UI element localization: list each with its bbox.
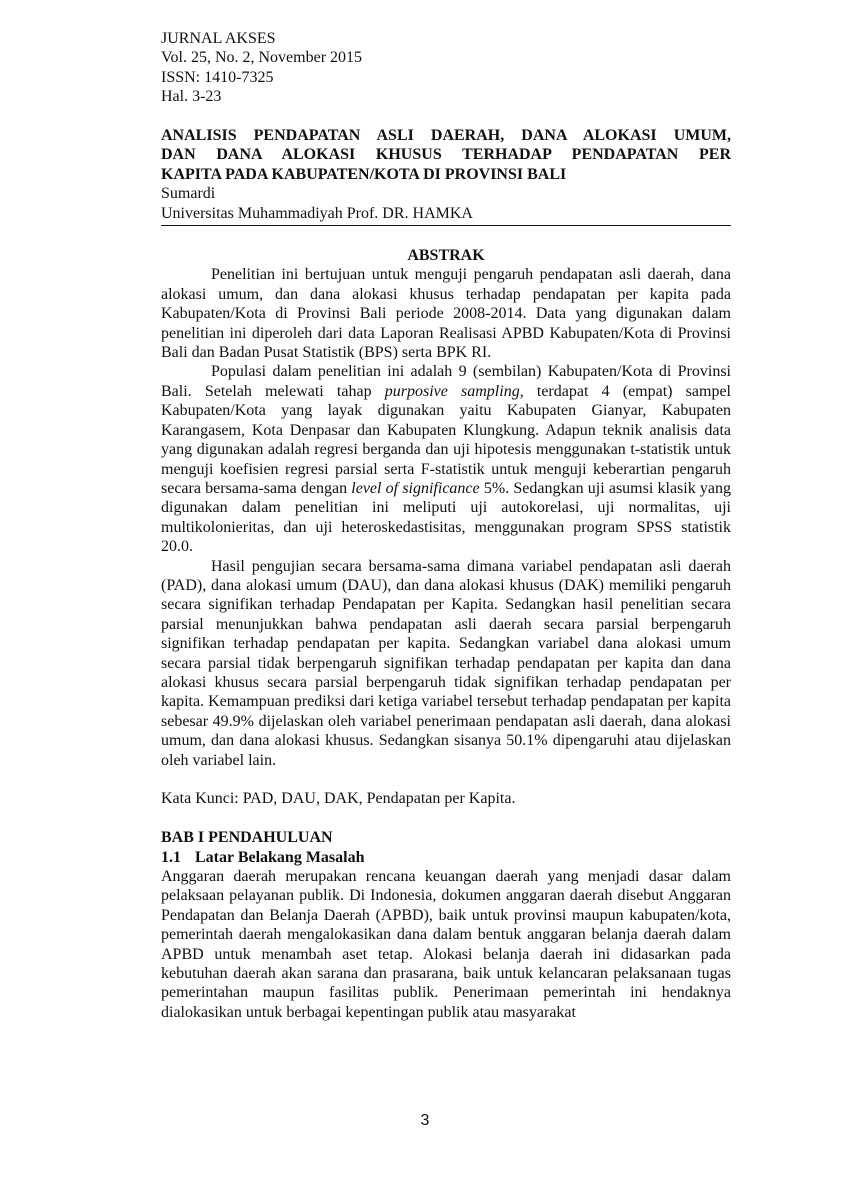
journal-header — [161, 29, 731, 107]
text-run: terdapat 4 (empat) sampel Kabupaten/Kota yang layak digunakan yaitu Kabupaten Gianyar, Kabupaten Karangasem, Kota Denpasar dan Kabupaten Klungkung. Adapun teknik analisis data yang digunakan adalah regresi berganda dan uji hipotesis menggunakan t-statistik untuk menguji koefisien regresi parsial serta F-statistik untuk menguji keberartian pengaruh secara bersama-sama dengan — [161, 382, 731, 497]
author-name: Sumardi — [161, 185, 216, 203]
body-paragraph: Anggaran daerah merupakan rencana keuangan daerah yang menjadi dasar dalam pelaksaan pelayanan publik. Di Indonesia, dokumen anggaran daerah disebut Anggaran Pendapatan dan Belanja Daerah (APBD), baik untuk provinsi maupun kabupaten/kota, pemerintah daerah mengalokasikan dana dalam bentuk anggaran belanja daerah dalam APBD untuk menambah aset tetap. Alokasi belanja daerah ini didasarkan pada kebutuhan daerah akan sarana dan prasarana, baik untuk kelancaran pelaksanaan tugas pemerintahan maupun fasilitas publik. Penerimaan pemerintah ini hendaknya dialokasikan untuk berbagai kepentingan publik atau masyarakat — [161, 868, 731, 1021]
text-run: 5%. Sedangkan uji asumsi klasik yang digunakan dalam penelitian ini meliputi uji autokorelasi, uji normalitas, uji multikolonieritas, dan uji heteroskedastisitas, menggunakan program SPSS statistik 20.0. — [161, 479, 732, 556]
paper-page — [161, 29, 731, 1022]
italic-term: level of significance — [351, 479, 480, 497]
header-divider — [161, 225, 731, 226]
journal-name: JURNAL AKSES — [161, 30, 276, 47]
title-line: DAN DANA ALOKASI KHUSUS TERHADAP PENDAPATAN PER — [161, 146, 731, 164]
abstract-paragraph — [161, 362, 731, 556]
article-title — [161, 126, 731, 184]
section-heading — [161, 848, 731, 867]
chapter-heading: BAB I PENDAHULUAN — [161, 829, 333, 847]
journal-volume: Vol. 25, No. 2, November 2015 — [161, 49, 363, 67]
abstract-heading: ABSTRAK — [407, 247, 485, 265]
journal-issn: ISSN: 1410-7325 — [161, 68, 274, 86]
page-number: 3 — [420, 1112, 430, 1129]
author-affiliation: Universitas Muhammadiyah Prof. DR. HAMKA — [161, 204, 473, 222]
journal-pages: Hal. 3-23 — [161, 88, 222, 106]
abstract-paragraph: Penelitian ini bertujuan untuk menguji pengaruh pendapatan asli daerah, dana alokasi umum, dan dana alokasi khusus terhadap pendapatan per kapita pada Kabupaten/Kota di Provinsi Bali periode 2008-2014. Data yang digunakan dalam penelitian ini diperoleh dari data Laporan Realisasi APBD Kabupaten/Kota di Provinsi Bali dan Badan Pusat Statistik (BPS) serta BPK RI. — [161, 266, 731, 362]
title-line: KAPITA PADA KABUPATEN/KOTA DI PROVINSI BALI — [161, 165, 567, 183]
title-line: ANALISIS PENDAPATAN ASLI DAERAH, DANA ALOKASI UMUM, — [161, 127, 731, 145]
section-title: Latar Belakang Masalah — [195, 848, 365, 866]
keywords: Kata Kunci: PAD, DAU, DAK, Pendapatan per Kapita. — [161, 790, 516, 808]
text-run: Populasi dalam penelitian ini adalah 9 (sembilan) Kabupaten/Kota di Provinsi Bali. Setelah melewati tahap — [161, 363, 731, 400]
abstract-paragraph: Hasil pengujian secara bersama-sama dimana variabel pendapatan asli daerah (PAD), dana alokasi umum (DAU), dan dana alokasi khusus (DAK) memiliki pengaruh secara signifikan terhadap Pendapatan per Kapita. Sedangkan hasil penelitian secara parsial menunjukkan bahwa pendapatan asli daerah secara parsial berpengaruh signifikan terhadap pendapatan per kapita. Sedangkan variabel dana alokasi umum secara parsial tidak berpengaruh signifikan terhadap pendapatan per kapita dan dana alokasi khusus secara parsial berpengaruh tidak signifikan terhadap pendapatan per kapita. Kemampuan prediksi dari ketiga variabel tersebut terhadap pendapatan per kapita sebesar 49.9% dijelaskan oleh variabel penerimaan pendapatan asli daerah, dana alokasi umum, dan dana alokasi khusus. Sedangkan sisanya 50.1% dipengaruhi atau dijelaskan oleh variabel lain. — [161, 557, 731, 769]
italic-term: purposive sampling, — [384, 382, 524, 400]
section-number: 1.1 — [161, 848, 181, 866]
